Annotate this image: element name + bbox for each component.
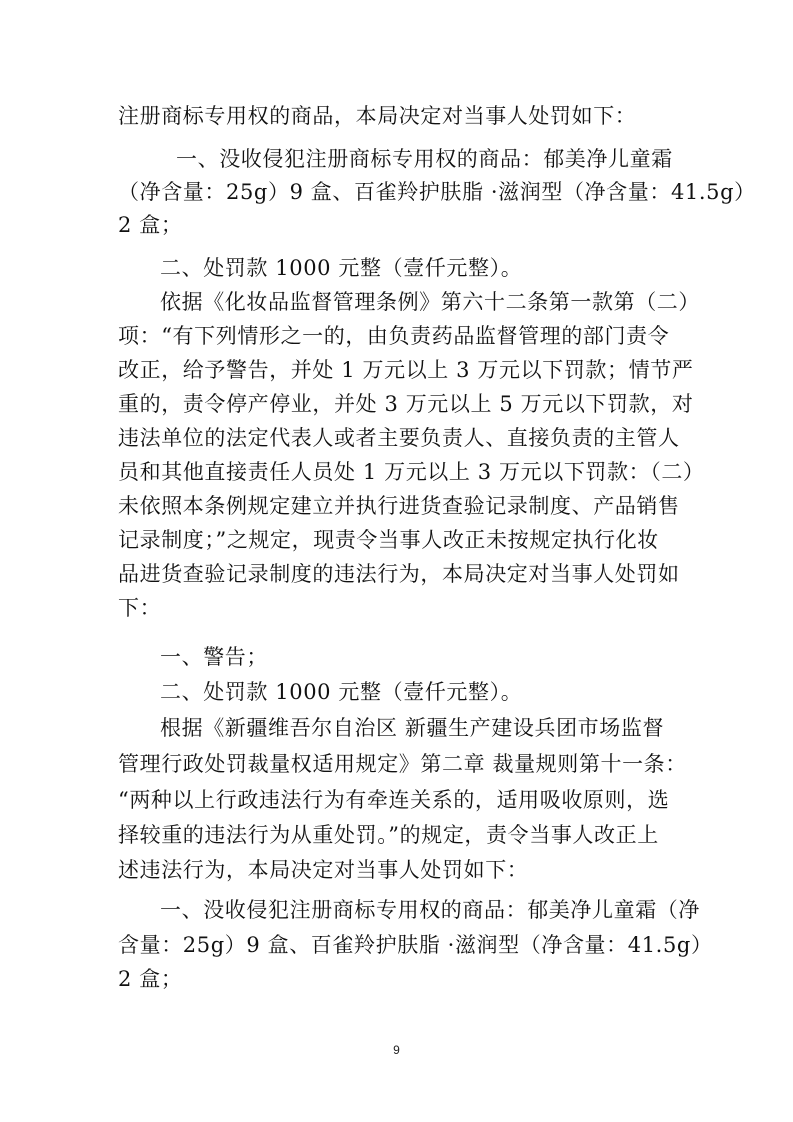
text-line: 品进货查验记录制度的违法行为，本局决定对当事人处罚如 <box>118 562 680 586</box>
text-line: 注册商标专用权的商品，本局决定对当事人处罚如下： <box>118 104 637 128</box>
text-line: 依据《化妆品监督管理条例》第六十二条第一款第（二） <box>160 290 700 314</box>
text-line: 二、处罚款 1000 元整（壹仟元整）。 <box>160 680 523 704</box>
text-line: 重的，责令停产停业，并处 3 万元以上 5 万元以下罚款，对 <box>118 392 694 416</box>
text-line: 择较重的违法行为从重处罚。”的规定，责令当事人改正上 <box>118 823 659 847</box>
text-line: 记录制度；”之规定，现责令当事人改正未按规定执行化妆 <box>118 528 659 552</box>
text-line: 违法单位的法定代表人或者主要负责人、直接负责的主管人 <box>118 426 680 450</box>
text-line: 一、警告； <box>160 645 268 669</box>
text-line: 根据《新疆维吾尔自治区 新疆生产建设兵团市场监督 <box>160 716 665 740</box>
text-line: 一、没收侵犯注册商标专用权的商品：郁美净儿童霜 <box>176 147 673 171</box>
text-line: 员和其他直接责任人员处 1 万元以上 3 万元以下罚款：（二） <box>118 460 705 484</box>
text-line: 2 盒； <box>118 967 183 991</box>
text-line: （净含量：25g）9 盒、百雀羚护肤脂 ·滋润型（净含量：41.5g） <box>118 180 756 204</box>
text-line: 项：“有下列情形之一的，由负责药品监督管理的部门责令 <box>118 324 670 348</box>
text-line: 述违法行为，本局决定对当事人处罚如下： <box>118 858 529 882</box>
text-line: “两种以上行政违法行为有牵连关系的，适用吸收原则，选 <box>118 788 670 812</box>
text-line: 二、处罚款 1000 元整（壹仟元整）。 <box>160 256 523 280</box>
text-line: 2 盒； <box>118 213 183 237</box>
page-number: 9 <box>393 1043 400 1057</box>
text-line: 下： <box>118 596 162 620</box>
text-line: 含量：25g）9 盒、百雀羚护肤脂 ·滋润型（净含量：41.5g） <box>118 933 713 957</box>
text-line: 改正，给予警告，并处 1 万元以上 3 万元以下罚款；情节严 <box>118 358 694 382</box>
text-line: 管理行政处罚裁量权适用规定》第二章 裁量规则第十一条： <box>118 752 687 776</box>
text-line: 一、没收侵犯注册商标专用权的商品：郁美净儿童霜（净 <box>160 898 700 922</box>
text-line: 未依照本条例规定建立并执行进货查验记录制度、产品销售 <box>118 494 680 518</box>
